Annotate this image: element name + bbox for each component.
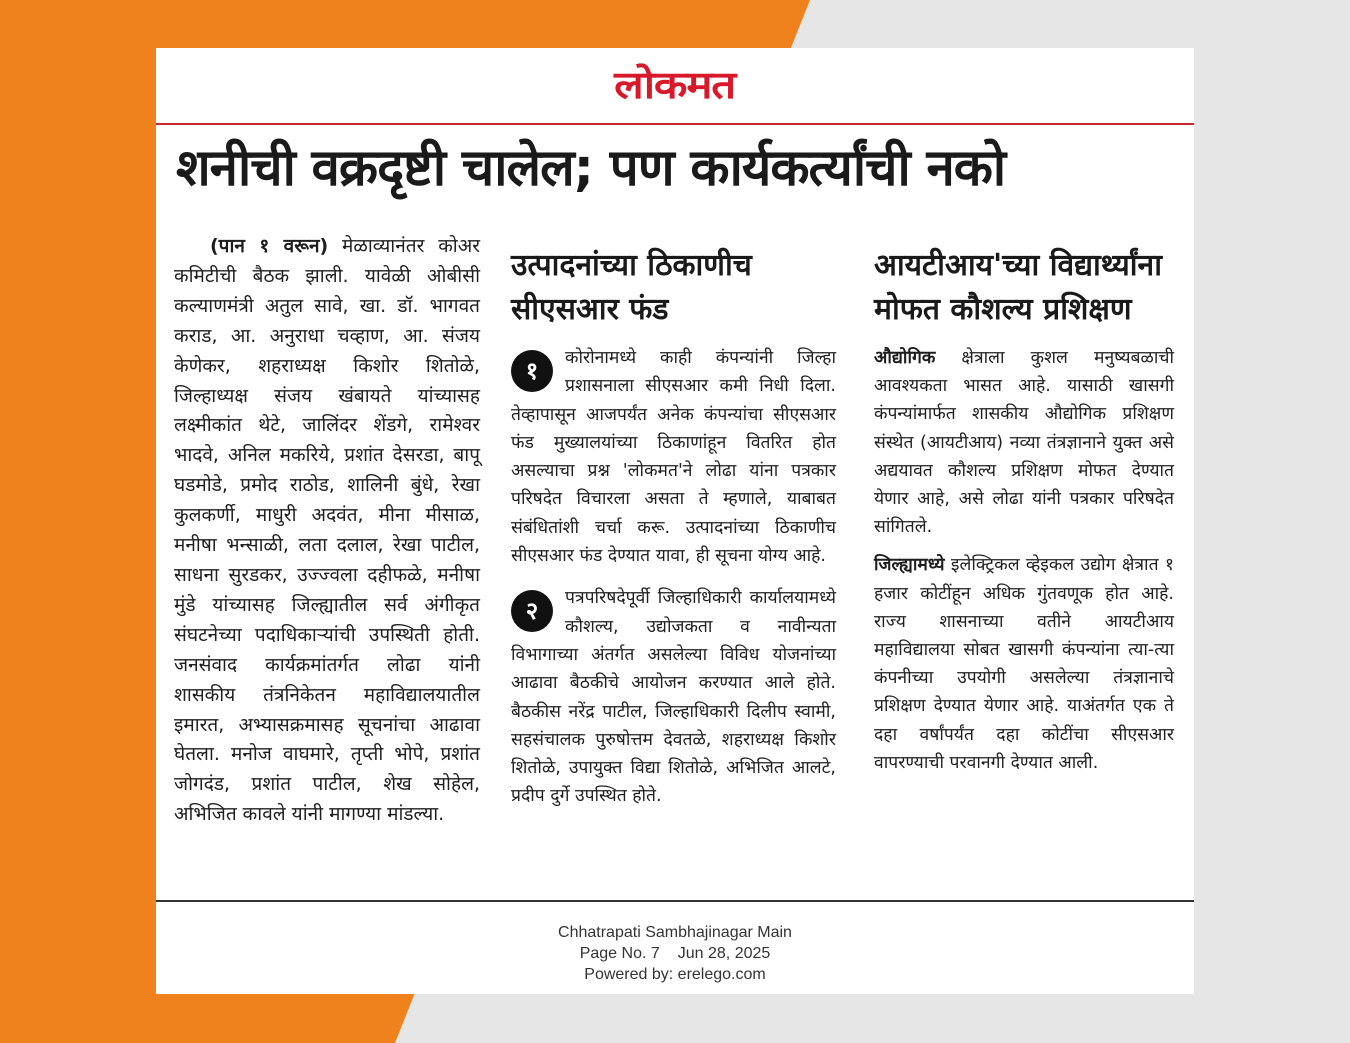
number-badge-2: २	[511, 590, 553, 632]
numbered-item	[511, 584, 836, 810]
powered-by: Powered by: erelego.com	[584, 966, 766, 983]
number-badge-1: १	[511, 350, 553, 392]
column-iti-training	[874, 244, 1174, 787]
publication-date: Jun 28, 2025	[677, 945, 771, 962]
edition-name: Chhatrapati Sambhajinagar Main	[558, 924, 792, 941]
masthead	[156, 48, 1194, 123]
paragraph	[874, 344, 1174, 541]
page-number: Page No. 7	[579, 945, 660, 962]
csr-subheading: उत्पादनांच्या ठिकाणीच सीएसआर फंड	[511, 248, 752, 327]
footer-divider	[156, 900, 1194, 902]
item-text: पत्रपरिषदेपूर्वी जिल्हाधिकारी कार्यालयामध्ये कौशल्य, उद्योजकता व नावीन्यता विभागाच्या अंतर्गत असलेल्या विविध योजनांच्या आढावा बैठकीचे आयोजन करण्यात आले होते. बैठकीस नरेंद्र पाटील, जिल्हाधिकारी दिलीप स्वामी, सहसंचालक पुरुषोत्तम देवतळे, शहराध्यक्ष किशोर शितोळे, उपायुक्त विद्या शितोळे, अभिजित आलटे, प्रदीप दुर्गे उपस्थित होते.	[511, 588, 836, 807]
masthead-divider	[156, 123, 1194, 125]
iti-subheading: आयटीआय'च्या विद्यार्थ्यांना मोफत कौशल्य प्रशिक्षण	[874, 248, 1162, 327]
column-continued-text	[174, 232, 480, 830]
paragraph	[874, 551, 1174, 777]
numbered-item	[511, 344, 836, 570]
paragraph-lead: जिल्ह्यामध्ये	[874, 555, 945, 576]
newspaper-clipping	[156, 48, 1194, 994]
paragraph-text: इलेक्ट्रिकल व्हेइकल उद्योग क्षेत्रात १ हजार कोटींहून अधिक गुंतवणूक होत आहे. राज्य शासनाच्या वतीने आयटीआय महाविद्यालया सोबत खासगी कंपन्यांना त्या-त्या कंपनीच्या उपयोगी असलेल्या तंत्रज्ञानाचे प्रशिक्षण देण्यात येणार आहे. याअंतर्गत एक ते दहा वर्षांपर्यंत दहा कोटींचा सीएसआर वापरण्याची परवानगी देण्यात आली.	[874, 555, 1174, 773]
lokmat-logo: लोकमत	[614, 62, 736, 107]
clipping-footer	[156, 922, 1194, 985]
item-text: कोरोनामध्ये काही कंपन्यांनी जिल्हा प्रशासनाला सीएसआर कमी निधी दिला. तेव्हापासून आजपर्यंत अनेक कंपन्यांचा सीएसआर फंड मुख्यालयांच्या ठिकाणांहून वितरित होत असल्याचा प्रश्न 'लोकमत'ने लोढा यांना पत्रकार परिषदेत विचारला असता ते म्हणाले, याबाबत संबंधितांशी चर्चा करू. उत्पादनांच्या ठिकाणीच सीएसआर फंड देण्यात यावा, ही सूचना योग्य आहे.	[511, 348, 836, 567]
column1-body: मेळाव्यानंतर कोअर कमिटीची बैठक झाली. यावेळी ओबीसी कल्याणमंत्री अतुल सावे, खा. डॉ. भागवत कराड, आ. अनुराधा चव्हाण, आ. संजय केणेकर, शहराध्यक्ष किशोर शितोळे, जिल्हाध्यक्ष संजय खंबायते यांच्यासह लक्ष्मीकांत थेटे, जालिंदर शेंडगे, रामेश्वर भादवे, अनिल मकरिये, प्रशांत देसरडा, बापू घडमोडे, प्रमोद राठोड, शालिनी बुंधे, रेखा कुलकर्णी, माधुरी अदवंत, मीना मीसाळ, मनीषा भन्साळी, लता दलाल, रेखा पाटील, साधना सुरडकर, उज्ज्वला दहीफळे, मनीषा मुंडे यांच्यासह जिल्ह्यातील सर्व अंगीकृत संघटनेच्या पदाधिकाऱ्यांची उपस्थिती होती. जनसंवाद कार्यक्रमांतर्गत लोढा यांनी शासकीय तंत्रनिकेतन महाविद्यालयातील इमारत, अभ्यासक्रमासह सूचनांचा आढावा घेतला. मनोज वाघमारे, तृप्ती भोपे, प्रशांत जोगदंड, प्रशांत पाटील, शेख सोहेल, अभिजित कावले यांनी मागण्या मांडल्या.	[174, 235, 480, 826]
page-date-row	[156, 943, 1194, 964]
article-headline: शनीची वक्रदृष्टी चालेल; पण कार्यकर्त्यांची नको	[176, 139, 1006, 198]
paragraph-text: क्षेत्राला कुशल मनुष्यबळाची आवश्यकता भासत आहे. यासाठी खासगी कंपन्यांमार्फत शासकीय औद्योगिक प्रशिक्षण संस्थेत (आयटीआय) नव्या तंत्रज्ञानाने युक्त असे अद्ययावत कौशल्य प्रशिक्षण मोफत देण्यात येणार आहे, असे लोढा यांनी पत्रकार परिषदेत सांगितले.	[874, 348, 1174, 538]
column-csr-fund	[511, 244, 836, 825]
continuation-marker: (पान १ वरून)	[210, 235, 329, 257]
paragraph-lead: औद्योगिक	[874, 348, 936, 368]
